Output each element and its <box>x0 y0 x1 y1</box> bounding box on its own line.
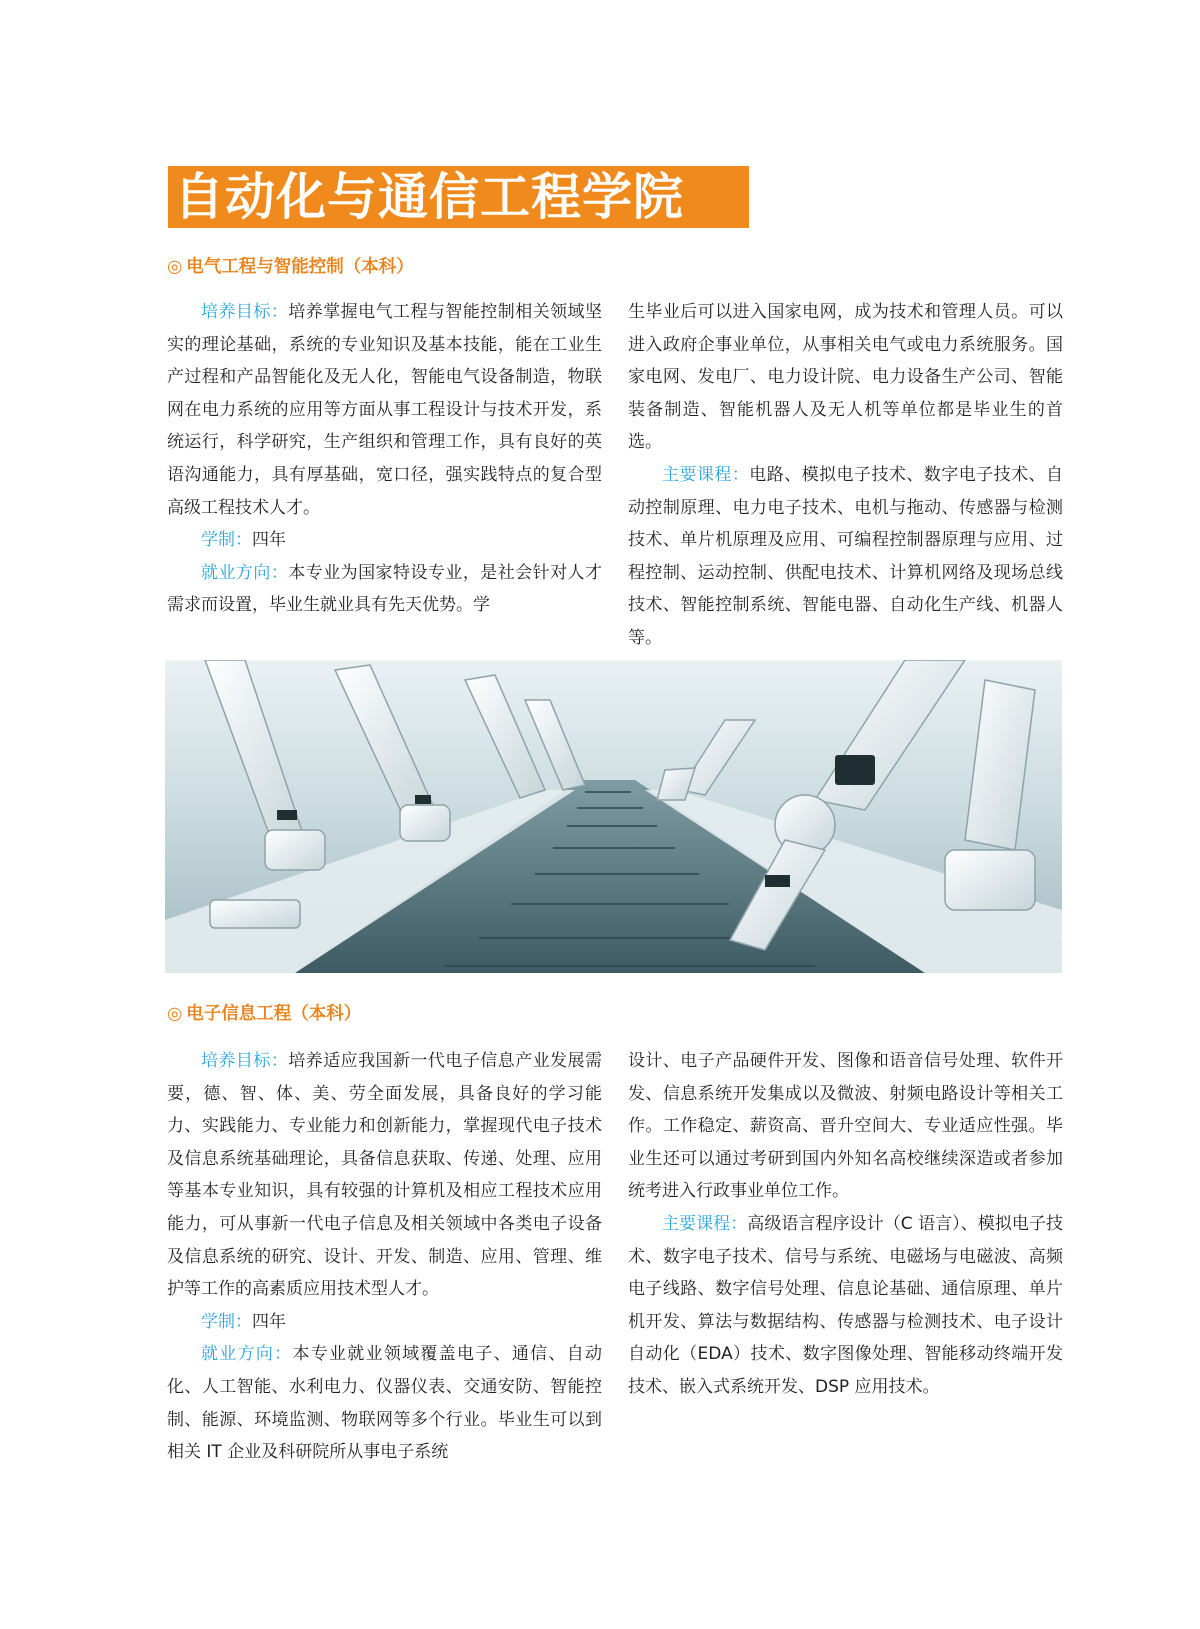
employment-continuation: 设计、电子产品硬件开发、图像和语音信号处理、软件开发、信息系统开发集成以及微波、射频电路设计等相关工作。工作稳定、薪资高、晋升空间大、专业适应性强。毕业生还可以通过考研到国内外知名高校继续深造或者参加统考进入行政事业单位工作。 <box>628 1051 1063 1202</box>
courses-paragraph <box>628 1208 1063 1404</box>
goal-text: 培养掌握电气工程与智能控制相关领域坚实的理论基础，系统的专业知识及基本技能，能在工业生产过程和产品智能化及无人化，智能电气设备制造，物联网在电力系统的应用等方面从事工程设计与技术开发，系统运行，科学研究，生产组织和管理工作，具有良好的英语沟通能力，具有厚基础，宽口径，强实践特点的复合型高级工程技术人才。 <box>167 302 603 518</box>
section-2-right-column <box>628 1045 1063 1404</box>
section-1-left-column <box>167 296 602 622</box>
section-heading-electronic-info <box>167 1001 361 1027</box>
goal-text: 培养适应我国新一代电子信息产业发展需要，德、智、体、美、劳全面发展，具备良好的学习能力、实践能力、专业能力和创新能力，掌握现代电子技术及信息系统基础理论，具备信息获取、传递、处理、应用等基本专业知识，具有较强的计算机及相应工程技术应用能力，可从事新一代电子信息及相关领域中各类电子设备及信息系统的研究、设计、开发、制造、应用、管理、维护等工作的高素质应用技术型人才。 <box>167 1051 603 1300</box>
goal-label: 培养目标： <box>201 302 289 322</box>
employment-continuation: 生毕业后可以进入国家电网，成为技术和管理人员。可以进入政府企事业单位，从事相关电气或电力系统服务。国家电网、发电厂、电力设计院、电力设备生产公司、智能装备制造、智能机器人及无人机等单位都是毕业生的首选。 <box>628 302 1063 453</box>
courses-label: 主要课程： <box>662 464 750 485</box>
duration-text: 四年 <box>252 530 286 551</box>
circle-bullet-icon: ◎ <box>167 1004 183 1024</box>
goal-paragraph <box>167 296 602 524</box>
duration-label: 学制： <box>201 1311 252 1332</box>
duration-text: 四年 <box>252 1311 286 1332</box>
employment-text: 本专业为国家特设专业，是社会针对人才需求而设置，毕业生就业具有先天优势。学 <box>167 562 603 616</box>
section-heading-text: 电子信息工程（本科） <box>186 1004 362 1024</box>
section-heading-electrical <box>167 254 414 280</box>
employment-paragraph <box>167 557 602 622</box>
robot-arms-assembly-line-photo <box>165 660 1062 973</box>
courses-label: 主要课程： <box>662 1213 748 1234</box>
employment-text: 本专业就业领域覆盖电子、通信、自动化、人工智能、水利电力、仪器仪表、交通安防、智能控制、能源、环境监测、物联网等多个行业。毕业生可以到相关 IT 企业及科研院所从事电子系统 <box>167 1344 603 1463</box>
courses-paragraph <box>628 459 1063 655</box>
section-heading-text: 电气工程与智能控制（本科） <box>186 257 414 277</box>
employment-label: 就业方向： <box>201 562 289 583</box>
employment-paragraph <box>167 1338 602 1468</box>
duration-paragraph <box>167 1306 602 1339</box>
courses-text: 电路、模拟电子技术、数字电子技术、自动控制原理、电力电子技术、电机与拖动、传感器与检测技术、单片机原理及应用、可编程控制器原理与应用、过程控制、运动控制、供配电技术、计算机网络及现场总线技术、智能控制系统、智能电器、自动化生产线、机器人等。 <box>628 464 1064 648</box>
courses-text: 高级语言程序设计（C 语言）、模拟电子技术、数字电子技术、信号与系统、电磁场与电磁波、高频电子线路、数字信号处理、信息论基础、通信原理、单片机开发、算法与数据结构、传感器与检测技术、电子设计自动化（EDA）技术、数字图像处理、智能移动终端开发技术、嵌入式系统开发、DSP 应用技术。 <box>628 1213 1063 1397</box>
duration-label: 学制： <box>201 530 252 551</box>
duration-paragraph <box>167 524 602 557</box>
employment-label: 就业方向： <box>201 1344 293 1365</box>
goal-paragraph <box>167 1045 602 1306</box>
section-1-right-column <box>628 296 1063 655</box>
goal-label: 培养目标： <box>201 1051 289 1071</box>
circle-bullet-icon: ◎ <box>167 257 183 277</box>
page-title: 自动化与通信工程学院 <box>168 166 749 228</box>
section-2-left-column <box>167 1045 602 1469</box>
